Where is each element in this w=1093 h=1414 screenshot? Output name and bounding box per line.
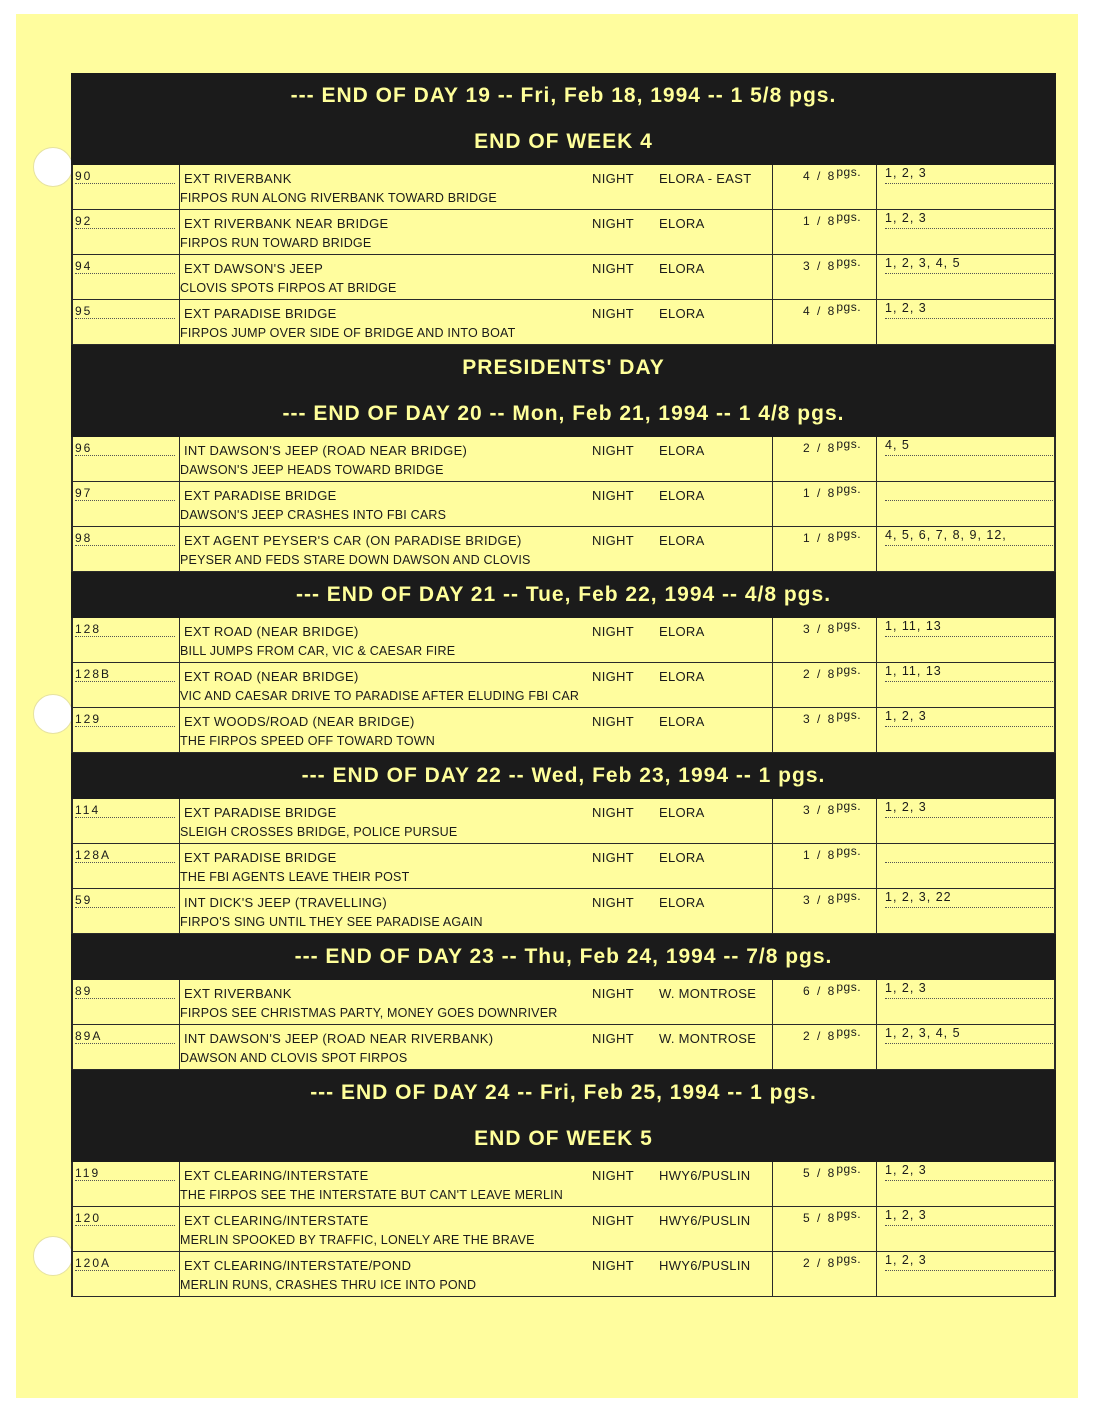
day-break-banner — [71, 345, 1056, 437]
scene-strip-row — [71, 980, 1056, 1025]
scene-number: 96 — [75, 441, 175, 456]
page-fraction: 3 / 8 — [803, 712, 837, 726]
pages-unit: pgs. — [836, 527, 862, 541]
page-count — [803, 663, 861, 681]
page-count — [803, 799, 861, 817]
page-fraction: 3 / 8 — [803, 622, 837, 636]
scene-description: FIRPOS RUN TOWARD BRIDGE — [180, 236, 372, 250]
page-count — [803, 1162, 861, 1180]
time-of-day: NIGHT — [592, 261, 634, 276]
scene-set: EXT CLEARING/INTERSTATE — [184, 1213, 369, 1228]
scene-set: EXT ROAD (NEAR BRIDGE) — [184, 669, 359, 684]
cast-numbers: 1, 2, 3 — [885, 981, 1053, 999]
column-divider — [772, 844, 773, 888]
scene-strip-row — [71, 844, 1056, 889]
page-count — [803, 1252, 861, 1270]
scene-strip-row — [71, 663, 1056, 708]
page-count — [803, 300, 861, 318]
column-divider — [772, 527, 773, 571]
column-divider — [876, 618, 877, 662]
scene-location: ELORA — [659, 533, 705, 548]
scene-description: DAWSON'S JEEP CRASHES INTO FBI CARS — [180, 508, 447, 522]
scene-location: HWY6/PUSLIN — [659, 1168, 751, 1183]
time-of-day: NIGHT — [592, 1213, 634, 1228]
banner-line: END OF WEEK 4 — [474, 130, 653, 153]
scene-strip-row — [71, 799, 1056, 844]
scene-location: W. MONTROSE — [659, 986, 757, 1001]
page-fraction: 2 / 8 — [803, 441, 837, 455]
column-divider — [772, 482, 773, 526]
scene-description: SLEIGH CROSSES BRIDGE, POLICE PURSUE — [180, 825, 458, 839]
scene-description: VIC AND CAESAR DRIVE TO PARADISE AFTER ELUDING FBI CAR — [180, 689, 580, 703]
scene-number: 114 — [75, 803, 175, 818]
scene-location: ELORA — [659, 805, 705, 820]
time-of-day: NIGHT — [592, 624, 634, 639]
scene-location: ELORA — [659, 306, 705, 321]
banner-line: --- END OF DAY 19 -- Fri, Feb 18, 1994 -- 1 5/8 pgs. — [290, 84, 837, 107]
scene-description: PEYSER AND FEDS STARE DOWN DAWSON AND CLOVIS — [180, 553, 531, 567]
scene-location: ELORA — [659, 669, 705, 684]
pages-unit: pgs. — [836, 844, 862, 858]
time-of-day: NIGHT — [592, 533, 634, 548]
pages-unit: pgs. — [836, 437, 862, 451]
scene-strip-row — [71, 437, 1056, 482]
page-fraction: 5 / 8 — [803, 1166, 837, 1180]
scene-description: DAWSON AND CLOVIS SPOT FIRPOS — [180, 1051, 408, 1065]
scene-number: 128 — [75, 622, 175, 637]
banner-line: --- END OF DAY 22 -- Wed, Feb 23, 1994 -- 1 pgs. — [301, 764, 826, 787]
scene-description: DAWSON'S JEEP HEADS TOWARD BRIDGE — [180, 463, 444, 477]
scene-set: EXT PARADISE BRIDGE — [184, 306, 337, 321]
column-divider — [876, 799, 877, 843]
scene-description: MERLIN RUNS, CRASHES THRU ICE INTO POND — [180, 1278, 477, 1292]
cast-numbers: 1, 2, 3 — [885, 301, 1053, 319]
scene-set: EXT RIVERBANK — [184, 986, 292, 1001]
scene-location: ELORA — [659, 714, 705, 729]
column-divider — [772, 437, 773, 481]
binder-hole — [33, 1236, 73, 1276]
column-divider — [876, 437, 877, 481]
scene-location: HWY6/PUSLIN — [659, 1258, 751, 1273]
scene-set: EXT AGENT PEYSER'S CAR (ON PARADISE BRIDGE) — [184, 533, 522, 548]
scene-description: FIRPOS RUN ALONG RIVERBANK TOWARD BRIDGE — [180, 191, 497, 205]
scene-location: ELORA — [659, 443, 705, 458]
column-divider — [876, 165, 877, 209]
column-divider — [876, 889, 877, 933]
pages-unit: pgs. — [836, 300, 862, 314]
column-divider — [876, 844, 877, 888]
scene-set: EXT PARADISE BRIDGE — [184, 805, 337, 820]
time-of-day: NIGHT — [592, 171, 634, 186]
scene-location: ELORA — [659, 488, 705, 503]
scene-number: 59 — [75, 893, 175, 908]
scene-location: ELORA — [659, 216, 705, 231]
cast-numbers: 1, 2, 3 — [885, 1253, 1053, 1271]
banner-line: --- END OF DAY 24 -- Fri, Feb 25, 1994 -- 1 pgs. — [310, 1081, 817, 1104]
column-divider — [772, 618, 773, 662]
time-of-day: NIGHT — [592, 805, 634, 820]
scene-strip-row — [71, 1162, 1056, 1207]
pages-unit: pgs. — [836, 165, 862, 179]
cast-numbers: 1, 2, 3 — [885, 166, 1053, 184]
time-of-day: NIGHT — [592, 1031, 634, 1046]
cast-numbers: 1, 2, 3, 4, 5 — [885, 256, 1053, 274]
pages-unit: pgs. — [836, 1162, 862, 1176]
cast-numbers — [885, 845, 1053, 863]
scene-group — [71, 618, 1056, 753]
banner-line: --- END OF DAY 20 -- Mon, Feb 21, 1994 -- 1 4/8 pgs. — [282, 402, 845, 425]
day-break-banner — [71, 934, 1056, 980]
cast-numbers — [885, 483, 1053, 501]
column-divider — [876, 482, 877, 526]
scene-description: THE FBI AGENTS LEAVE THEIR POST — [180, 870, 410, 884]
column-divider — [876, 1025, 877, 1069]
binder-hole — [33, 694, 73, 734]
scene-group — [71, 437, 1056, 572]
scene-description: FIRPO'S SING UNTIL THEY SEE PARADISE AGAIN — [180, 915, 483, 929]
column-divider — [772, 708, 773, 752]
page-fraction: 2 / 8 — [803, 1256, 837, 1270]
scene-number: 92 — [75, 214, 175, 229]
time-of-day: NIGHT — [592, 669, 634, 684]
scene-number: 128B — [75, 667, 175, 682]
scene-set: INT DAWSON'S JEEP (ROAD NEAR RIVERBANK) — [184, 1031, 494, 1046]
page-count — [803, 210, 861, 228]
page-count — [803, 980, 861, 998]
scene-description: FIRPOS SEE CHRISTMAS PARTY, MONEY GOES DOWNRIVER — [180, 1006, 558, 1020]
column-divider — [772, 165, 773, 209]
column-divider — [772, 663, 773, 707]
page-count — [803, 889, 861, 907]
page-count — [803, 437, 861, 455]
pages-unit: pgs. — [836, 708, 862, 722]
page-fraction: 3 / 8 — [803, 803, 837, 817]
page-count — [803, 527, 861, 545]
page-count — [803, 1025, 861, 1043]
column-divider — [876, 255, 877, 299]
time-of-day: NIGHT — [592, 895, 634, 910]
pages-unit: pgs. — [836, 1252, 862, 1266]
scene-number: 98 — [75, 531, 175, 546]
scene-strip-row — [71, 1207, 1056, 1252]
scene-strip-row — [71, 300, 1056, 345]
scene-set: INT DAWSON'S JEEP (ROAD NEAR BRIDGE) — [184, 443, 468, 458]
column-divider — [876, 980, 877, 1024]
column-divider — [772, 1207, 773, 1251]
scene-location: ELORA — [659, 850, 705, 865]
cast-numbers: 1, 2, 3 — [885, 709, 1053, 727]
time-of-day: NIGHT — [592, 1258, 634, 1273]
scene-strip-row — [71, 255, 1056, 300]
column-divider — [876, 708, 877, 752]
column-divider — [876, 527, 877, 571]
time-of-day: NIGHT — [592, 714, 634, 729]
page-fraction: 6 / 8 — [803, 984, 837, 998]
scene-strip-row — [71, 482, 1056, 527]
scene-set: EXT WOODS/ROAD (NEAR BRIDGE) — [184, 714, 415, 729]
page-fraction: 4 / 8 — [803, 304, 837, 318]
scene-strip-row — [71, 708, 1056, 753]
day-break-banner — [71, 73, 1056, 165]
banner-line: --- END OF DAY 23 -- Thu, Feb 24, 1994 -- 7/8 pgs. — [294, 945, 833, 968]
scene-number: 89 — [75, 984, 175, 999]
page-count — [803, 255, 861, 273]
page-count — [803, 708, 861, 726]
banner-line: PRESIDENTS' DAY — [462, 356, 665, 379]
page-fraction: 1 / 8 — [803, 486, 837, 500]
column-divider — [772, 980, 773, 1024]
scene-strip-row — [71, 210, 1056, 255]
column-divider — [772, 889, 773, 933]
pages-unit: pgs. — [836, 663, 862, 677]
page-fraction: 5 / 8 — [803, 1211, 837, 1225]
shooting-schedule — [71, 73, 1056, 1297]
page-fraction: 1 / 8 — [803, 531, 837, 545]
page-count — [803, 165, 861, 183]
time-of-day: NIGHT — [592, 850, 634, 865]
banner-line: END OF WEEK 5 — [474, 1127, 653, 1150]
column-divider — [876, 1162, 877, 1206]
scene-strip-row — [71, 1025, 1056, 1070]
scene-set: EXT ROAD (NEAR BRIDGE) — [184, 624, 359, 639]
time-of-day: NIGHT — [592, 216, 634, 231]
scene-group — [71, 799, 1056, 934]
scene-number: 94 — [75, 259, 175, 274]
binder-hole — [33, 147, 73, 187]
scene-description: MERLIN SPOOKED BY TRAFFIC, LONELY ARE THE BRAVE — [180, 1233, 535, 1247]
page-count — [803, 618, 861, 636]
scene-number: 97 — [75, 486, 175, 501]
scene-number: 120A — [75, 1256, 175, 1271]
scene-set: EXT CLEARING/INTERSTATE/POND — [184, 1258, 412, 1273]
pages-unit: pgs. — [836, 889, 862, 903]
page-fraction: 3 / 8 — [803, 893, 837, 907]
scene-number: 129 — [75, 712, 175, 727]
cast-numbers: 4, 5 — [885, 438, 1053, 456]
scene-description: CLOVIS SPOTS FIRPOS AT BRIDGE — [180, 281, 397, 295]
cast-numbers: 1, 2, 3 — [885, 800, 1053, 818]
day-break-banner — [71, 1070, 1056, 1162]
column-divider — [876, 300, 877, 344]
column-divider — [772, 1252, 773, 1296]
time-of-day: NIGHT — [592, 443, 634, 458]
cast-numbers: 1, 11, 13 — [885, 619, 1053, 637]
scene-description: THE FIRPOS SPEED OFF TOWARD TOWN — [180, 734, 436, 748]
cast-numbers: 1, 2, 3, 4, 5 — [885, 1026, 1053, 1044]
column-divider — [876, 1207, 877, 1251]
column-divider — [772, 1025, 773, 1069]
scene-number: 128A — [75, 848, 175, 863]
time-of-day: NIGHT — [592, 488, 634, 503]
page-fraction: 2 / 8 — [803, 667, 837, 681]
page-count — [803, 482, 861, 500]
column-divider — [876, 1252, 877, 1296]
scene-location: ELORA — [659, 261, 705, 276]
cast-numbers: 1, 2, 3 — [885, 211, 1053, 229]
page-fraction: 1 / 8 — [803, 214, 837, 228]
cast-numbers: 4, 5, 6, 7, 8, 9, 12, — [885, 528, 1053, 546]
scene-strip-row — [71, 889, 1056, 934]
day-break-banner — [71, 753, 1056, 799]
column-divider — [772, 210, 773, 254]
scene-set: EXT PARADISE BRIDGE — [184, 850, 337, 865]
scene-set: EXT CLEARING/INTERSTATE — [184, 1168, 369, 1183]
scene-set: INT DICK'S JEEP (TRAVELLING) — [184, 895, 388, 910]
cast-numbers: 1, 2, 3 — [885, 1208, 1053, 1226]
scene-number: 95 — [75, 304, 175, 319]
scene-location: ELORA - EAST — [659, 171, 752, 186]
banner-line: --- END OF DAY 21 -- Tue, Feb 22, 1994 -- 4/8 pgs. — [295, 583, 832, 606]
scene-location: ELORA — [659, 624, 705, 639]
page-fraction: 4 / 8 — [803, 169, 837, 183]
column-divider — [876, 210, 877, 254]
pages-unit: pgs. — [836, 210, 862, 224]
scene-set: EXT PARADISE BRIDGE — [184, 488, 337, 503]
page-fraction: 2 / 8 — [803, 1029, 837, 1043]
page-count — [803, 1207, 861, 1225]
scene-set: EXT RIVERBANK — [184, 171, 292, 186]
column-divider — [772, 300, 773, 344]
scene-strip-row — [71, 527, 1056, 572]
scene-strip-row — [71, 165, 1056, 210]
scene-group — [71, 165, 1056, 345]
pages-unit: pgs. — [836, 618, 862, 632]
column-divider — [772, 1162, 773, 1206]
scene-set: EXT DAWSON'S JEEP — [184, 261, 324, 276]
pages-unit: pgs. — [836, 482, 862, 496]
page-count — [803, 844, 861, 862]
scene-description: THE FIRPOS SEE THE INTERSTATE BUT CAN'T LEAVE MERLIN — [180, 1188, 563, 1202]
pages-unit: pgs. — [836, 1025, 862, 1039]
column-divider — [772, 255, 773, 299]
time-of-day: NIGHT — [592, 986, 634, 1001]
page-fraction: 1 / 8 — [803, 848, 837, 862]
scene-number: 90 — [75, 169, 175, 184]
page-fraction: 3 / 8 — [803, 259, 837, 273]
scene-location: HWY6/PUSLIN — [659, 1213, 751, 1228]
scene-group — [71, 1162, 1056, 1297]
pages-unit: pgs. — [836, 255, 862, 269]
pages-unit: pgs. — [836, 980, 862, 994]
time-of-day: NIGHT — [592, 1168, 634, 1183]
scene-number: 89A — [75, 1029, 175, 1044]
scene-location: W. MONTROSE — [659, 1031, 757, 1046]
day-break-banner — [71, 572, 1056, 618]
scene-strip-row — [71, 1252, 1056, 1297]
scene-location: ELORA — [659, 895, 705, 910]
scene-description: BILL JUMPS FROM CAR, VIC & CAESAR FIRE — [180, 644, 456, 658]
cast-numbers: 1, 2, 3 — [885, 1163, 1053, 1181]
scene-strip-row — [71, 618, 1056, 663]
scene-set: EXT RIVERBANK NEAR BRIDGE — [184, 216, 389, 231]
pages-unit: pgs. — [836, 799, 862, 813]
cast-numbers: 1, 11, 13 — [885, 664, 1053, 682]
scene-group — [71, 980, 1056, 1070]
scene-description: FIRPOS JUMP OVER SIDE OF BRIDGE AND INTO BOAT — [180, 326, 516, 340]
column-divider — [772, 799, 773, 843]
time-of-day: NIGHT — [592, 306, 634, 321]
column-divider — [876, 663, 877, 707]
cast-numbers: 1, 2, 3, 22 — [885, 890, 1053, 908]
pages-unit: pgs. — [836, 1207, 862, 1221]
scene-number: 119 — [75, 1166, 175, 1181]
scene-number: 120 — [75, 1211, 175, 1226]
